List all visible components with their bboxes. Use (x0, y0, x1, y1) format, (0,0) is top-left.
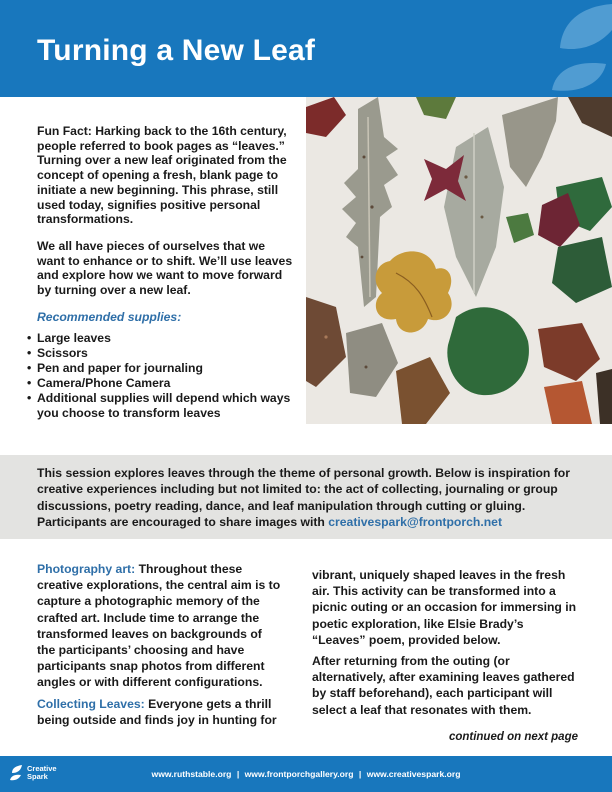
fun-fact-paragraph (37, 124, 295, 227)
supplies-list (27, 331, 295, 421)
intro-section (37, 124, 295, 421)
session-text: This session explores leaves through the theme of personal growth. Below is inspiration for creative experiences including but not limited to: the act of collecting, journaling or group discussions, poetry reading, dance, and leaf manipulation through cutting or gluing. Participants are encouraged to share images with (37, 466, 570, 529)
photography-lead: Photography art: (37, 562, 136, 576)
page-header (0, 0, 612, 97)
fun-fact-label: Fun Fact: (37, 124, 92, 138)
leaf-selection-paragraph: After returning from the outing (or alternatively, after examining leaves gathered by staff beforehand), each participant will select a leaf that resonates with them. (312, 654, 575, 717)
session-description-band (0, 455, 612, 539)
collecting-paragraph (37, 696, 281, 728)
collecting-lead: Collecting Leaves: (37, 696, 145, 711)
photography-text: Throughout these creative explorations, the central aim is to capture a photographic memory of the crafted art. Include time to arrange the transformed leaves on backgrounds of the participants’ choosing and have participants snap photos from different angles or with different configurations. (37, 562, 281, 690)
list-item: • Large leaves (27, 331, 295, 346)
right-column (312, 567, 580, 723)
footer-separator: | (358, 769, 362, 779)
footer-separator: | (236, 769, 240, 779)
session-description (37, 465, 582, 530)
supplies-heading: Recommended supplies: (37, 309, 182, 324)
list-item: • Pen and paper for journaling (27, 361, 295, 376)
list-item: • Scissors (27, 346, 295, 361)
collecting-continued-paragraph: vibrant, uniquely shaped leaves in the fresh air. This activity can be transformed into a picnic outing or an occasion for immersing in poetic exploration, like Elsie Brady’s “Leaves” poem, provided below. (312, 568, 577, 647)
photography-paragraph (37, 561, 281, 691)
intro-paragraph: We all have pieces of ourselves that we want to enhance or to shift. We’ll use leaves and explore how we want to move forward by turning over a new leaf. (37, 238, 293, 298)
continued-note: continued on next page (448, 731, 578, 743)
footer-link-creativespark[interactable]: www.creativespark.org (366, 769, 461, 779)
page-footer (0, 756, 612, 792)
leaf-logo-icon (522, 0, 612, 97)
left-column (37, 561, 281, 733)
email-link[interactable]: creativespark@frontporch.net (328, 514, 503, 529)
fun-fact-text: Harking back to the 16th century, people referred to book pages as “leaves.” Turning over a new leaf originated from the concept of opening a fresh, blank page to initiate a new beginning. This phrase, still used today, signifies positive personal transformations. (37, 124, 287, 227)
leaf-art-photo (306, 97, 612, 424)
brand-line-1: Creative (27, 764, 57, 773)
list-item: • Additional supplies will depend which ways you choose to transform leaves (27, 391, 295, 421)
brand-line-2: Spark (27, 772, 48, 781)
collecting-text: Everyone gets a thrill being outside and finds joy in hunting for (37, 696, 277, 727)
leaf-collage-image (306, 97, 612, 424)
page-title: Turning a New Leaf (37, 34, 316, 67)
footer-links (0, 769, 612, 779)
footer-link-frontporchgallery[interactable]: www.frontporchgallery.org (244, 769, 354, 779)
list-item: • Camera/Phone Camera (27, 376, 295, 391)
footer-link-ruthstable[interactable]: www.ruthstable.org (151, 769, 232, 779)
